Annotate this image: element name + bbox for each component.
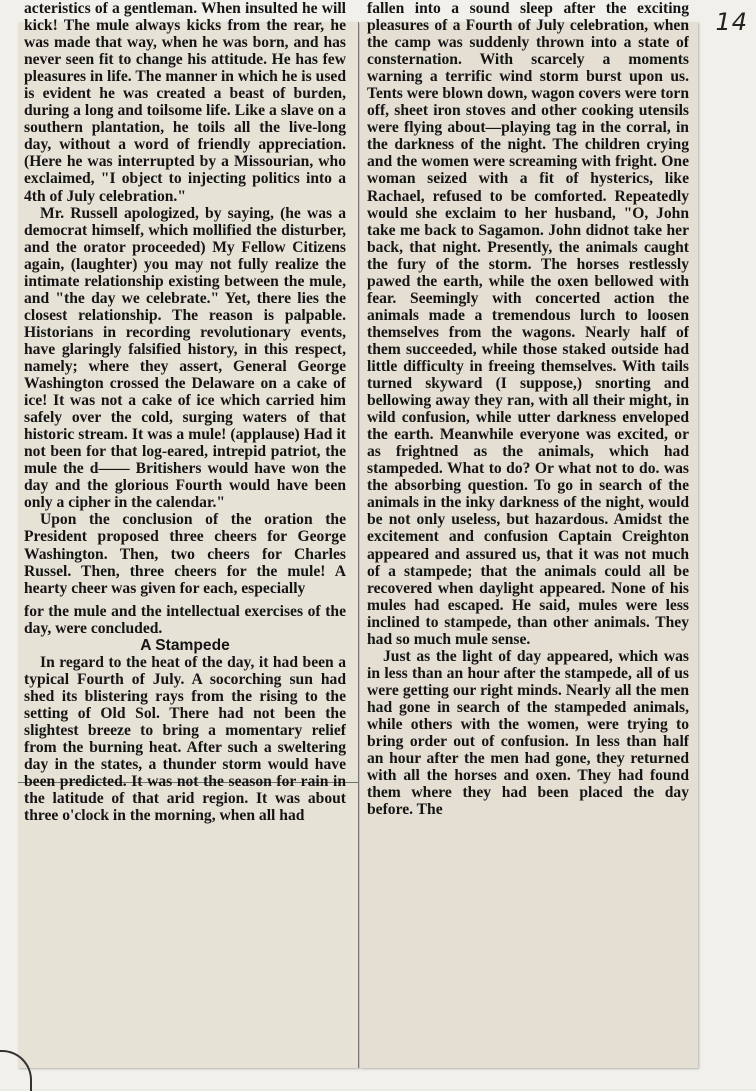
paragraph-storm: fallen into a sound sleep after the exciting pleasures of a Fourth of July celebration, when the camp was suddenly thrown into a state of consternation. With scarcely a moments warning a terrific wind storm burst upon us. Tents were blown down, wagon covers were torn off, sheet iron stoves and other cooking utensils were flying about—playing tag in the corral, in the darkness of the night. The children crying and the women were screaming with fright. One woman seized with a fit of hysterics, like Rachael, refused to be comforted. Repeatedly would she exclaim to her husband, "O, John take me back to Sagamon. John didnot take her back, that night. Presently, the animals caught the fury of the storm. The horses restlessly pawed the earth, while the oxen bellowed with fear. Seemingly with concerted action the animals made a tremendous lurch to loosen themselves from the wagons. Nearly half of them succeeded, while those staked outside had little difficulty in freeing themselves. With tails turned skyward (I suppose,) snorting and bellowing away they ran, with all their might, in wild confusion, while utter darkness enveloped the earth. Meanwhile everyone was excited, or as frightned as the animals, which had stampeded. What to do? Or what not to do. was the absorbing question. To go in search of the animals in the inky darkness of the night, would be not only useless, but hazardous. Amidst the excitement and confusion Captain Creighton appeared and assured us, that it was not much of a stampede; that the animals could all be recovered when daylight appeared. None of his mules had escaped. He said, mules were less inclined to stampede, than other animals. They had so much mule sense.: [367, 0, 689, 648]
left-column: [24, 0, 346, 1046]
handwritten-page-number: 14: [715, 8, 748, 36]
paragraph-daylight: Just as the light of day appeared, which was in less than an hour after the stampede, all of us were getting our right minds. Nearly all the men had gone in search of the stampeded animals, while others with the women, were trying to bring order out of confusion. In less than half an hour after the men had gone, they returned with all the horses and oxen. They had found them where they had been placed the day before. The: [367, 647, 689, 819]
paragraph-mule-nature: acteristics of a gentleman. When insulted he will kick! The mule always kicks from the rear, he was made that way, when he was born, and has never seen fit to change his attitude. He has few pleasures in life. The manner in which he is used is evident he was created a beast of burden, during a long and toilsome life. Like a slave on a southern plantation, he toils all the live-long day, without a word of friendly appreciation. (Here he was interrupted by a Missourian, who exclaimed, "I object to injecting politics into a 4th of July celebration.": [24, 0, 346, 205]
paragraph-cheers: Upon the conclusion of the oration the President proposed three cheers for George Washington. Then, two cheers for Charles Russel. Then, three cheers for the mule! A hearty cheer was given for each, especially: [24, 511, 346, 597]
section-heading: A Stampede: [140, 636, 230, 654]
right-column: [367, 0, 689, 1046]
paragraph-continuation: for the mule and the intellectual exercises of the day, were concluded.: [24, 602, 346, 637]
paragraph-russell-oration: Mr. Russell apologized, by saying, (he was a democrat himself, which mollified the disturber, and the orator proceeded) My Fellow Citizens again, (laughter) you may not fully realize the intimate relationship existing between the mule, and "the day we celebrate." Yet, there lies the closest relationship. The reason is palpable. Historians in recording revolutionary events, have glaringly falsified history, in this respect, namely; where they assert, General George Washington crossed the Delaware on a cake of ice! It was not a cake of ice which carried him safely over the cold, surging waters of that historic stream. It was a mule! (applause) Had it not been for that log-eared, intrepid patriot, the mule the d—— Britishers would have won the day and the glorious Fourth would have been only a cipher in the calendar.": [24, 204, 346, 512]
paragraph-heat-of-day: In regard to the heat of the day, it had been a typical Fourth of July. A socorching sun had shed its blistering rays from the rising to the setting of Old Sol. There had not been the slightest breeze to bring a momentary relief from the burning heat. After such a sweltering day in the states, a thunder storm would have been predicted. It was not the season for rain in the latitude of that arid region. It was about three o'clock in the morning, when all had: [24, 653, 346, 825]
